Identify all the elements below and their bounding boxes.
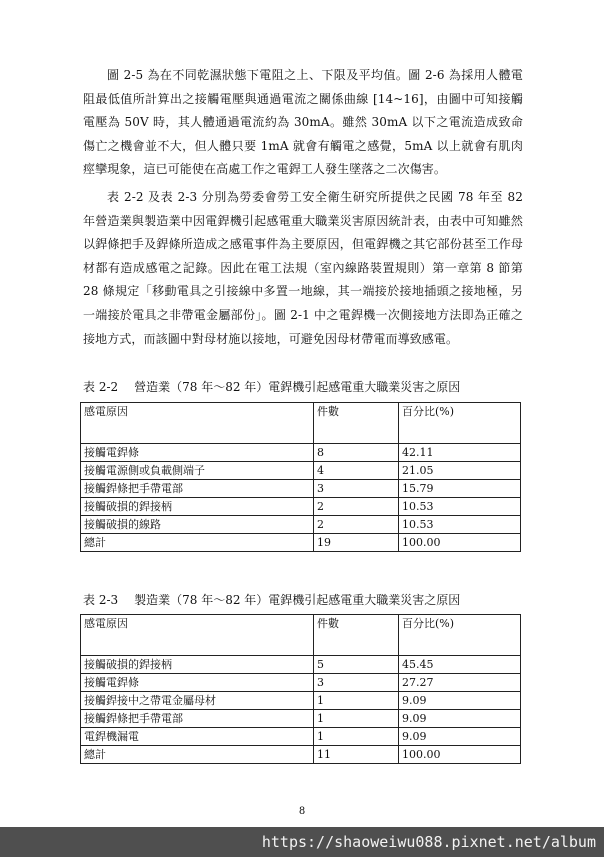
watermark-url: https://shaoweiwu088.pixnet.net/album xyxy=(261,833,596,851)
count-cell: 3 xyxy=(314,480,399,498)
table-2-3-title: 製造業（78 年～82 年）電銲機引起感電重大職業災害之原因 xyxy=(134,593,461,607)
paragraph-statistics: 表 2-2 及表 2-3 分別為勞委會勞工安全衛生研究所提供之民國 78 年至 82 年營造業與製造業中因電銲機引起感電重大職業災害原因統計表，由表中可知雖然以銲條把手及銲條所造成之感電事件為主要原因，但電銲機之其它部份甚至工作母材都有造成感電之記錄。因此在電工法規（室內線路裝置規則）第一章第 8 節第 28 條規定「移動電具之引接線中多置一地線，其一端接於接地插頭之接地極，另一端接於電具之非帶電金屬部份」。圖 2-1 中之電銲機一次側接地方法即為正確之接地方式，而該圖中對母材施以接地，可避免因母材帶電而導致感電。 xyxy=(83,190,523,346)
cause-cell: 總計 xyxy=(81,746,314,764)
percent-cell: 9.09 xyxy=(399,728,521,746)
paragraph-resistance: 圖 2-5 為在不同乾濕狀態下電阻之上、下限及平均值。圖 2-6 為採用人體電阻最低值所計算出之接觸電壓與通過電流之關係曲線 [14~16]，由圖中可知接觸電壓為 50V 時，其人體通過電流約為 30mA。雖然 30mA 以下之電流造成致命傷亡之機會並不大，但人體只要 1mA 就會有觸電之感覺，5mA 以上就會有肌肉痙攣現象，這已可能使在高處工作之電銲工人發生墜落之二次傷害。 xyxy=(83,68,523,177)
cause-cell: 接觸破損的銲接柄 xyxy=(81,498,314,516)
count-cell: 8 xyxy=(314,444,399,462)
table-2-2-number: 表 2-2 xyxy=(83,380,119,394)
header-count: 件數 xyxy=(314,403,399,444)
percent-cell: 21.05 xyxy=(399,462,521,480)
table-row xyxy=(81,674,521,692)
percent-cell: 42.11 xyxy=(399,444,521,462)
table-row xyxy=(81,462,521,480)
count-cell: 2 xyxy=(314,498,399,516)
table-row xyxy=(81,480,521,498)
count-cell: 1 xyxy=(314,692,399,710)
cause-cell: 接觸電源側或負載側端子 xyxy=(81,462,314,480)
cause-cell: 總計 xyxy=(81,534,314,552)
count-cell: 1 xyxy=(314,728,399,746)
count-cell: 11 xyxy=(314,746,399,764)
cause-cell: 接觸破損的線路 xyxy=(81,516,314,534)
table-2-2-caption xyxy=(83,378,460,395)
table-row xyxy=(81,656,521,674)
cause-cell: 電銲機漏電 xyxy=(81,728,314,746)
table-row xyxy=(81,692,521,710)
manufacturing-accident-table xyxy=(80,614,521,764)
cause-cell: 接觸銲條把手帶電部 xyxy=(81,710,314,728)
table-row xyxy=(81,728,521,746)
table-total-row xyxy=(81,746,521,764)
count-cell: 2 xyxy=(314,516,399,534)
table-2-3-number: 表 2-3 xyxy=(83,593,119,607)
table-row xyxy=(81,444,521,462)
count-cell: 3 xyxy=(314,674,399,692)
header-cause: 感電原因 xyxy=(81,403,314,444)
table-row xyxy=(81,498,521,516)
table-total-row xyxy=(81,534,521,552)
table-row xyxy=(81,516,521,534)
table-2-2-title: 營造業（78 年～82 年）電銲機引起感電重大職業災害之原因 xyxy=(134,380,461,394)
cause-cell: 接觸電銲條 xyxy=(81,444,314,462)
percent-cell: 45.45 xyxy=(399,656,521,674)
percent-cell: 10.53 xyxy=(399,498,521,516)
cause-cell: 接觸破損的銲接柄 xyxy=(81,656,314,674)
header-percent: 百分比(%) xyxy=(399,615,521,656)
construction-accident-table xyxy=(80,402,521,552)
table-2-3-caption xyxy=(83,591,460,608)
page-number: 8 xyxy=(298,806,306,817)
table-header-row xyxy=(81,615,521,656)
count-cell: 4 xyxy=(314,462,399,480)
percent-cell: 15.79 xyxy=(399,480,521,498)
percent-cell: 9.09 xyxy=(399,710,521,728)
percent-cell: 100.00 xyxy=(399,534,521,552)
percent-cell: 10.53 xyxy=(399,516,521,534)
percent-cell: 100.00 xyxy=(399,746,521,764)
table-row xyxy=(81,710,521,728)
watermark-bar xyxy=(0,827,604,857)
cause-cell: 接觸銲條把手帶電部 xyxy=(81,480,314,498)
header-percent: 百分比(%) xyxy=(399,403,521,444)
count-cell: 1 xyxy=(314,710,399,728)
cause-cell: 接觸銲接中之帶電金屬母材 xyxy=(81,692,314,710)
cause-cell: 接觸電銲條 xyxy=(81,674,314,692)
table-header-row xyxy=(81,403,521,444)
percent-cell: 9.09 xyxy=(399,692,521,710)
header-count: 件數 xyxy=(314,615,399,656)
percent-cell: 27.27 xyxy=(399,674,521,692)
header-cause: 感電原因 xyxy=(81,615,314,656)
count-cell: 5 xyxy=(314,656,399,674)
count-cell: 19 xyxy=(314,534,399,552)
